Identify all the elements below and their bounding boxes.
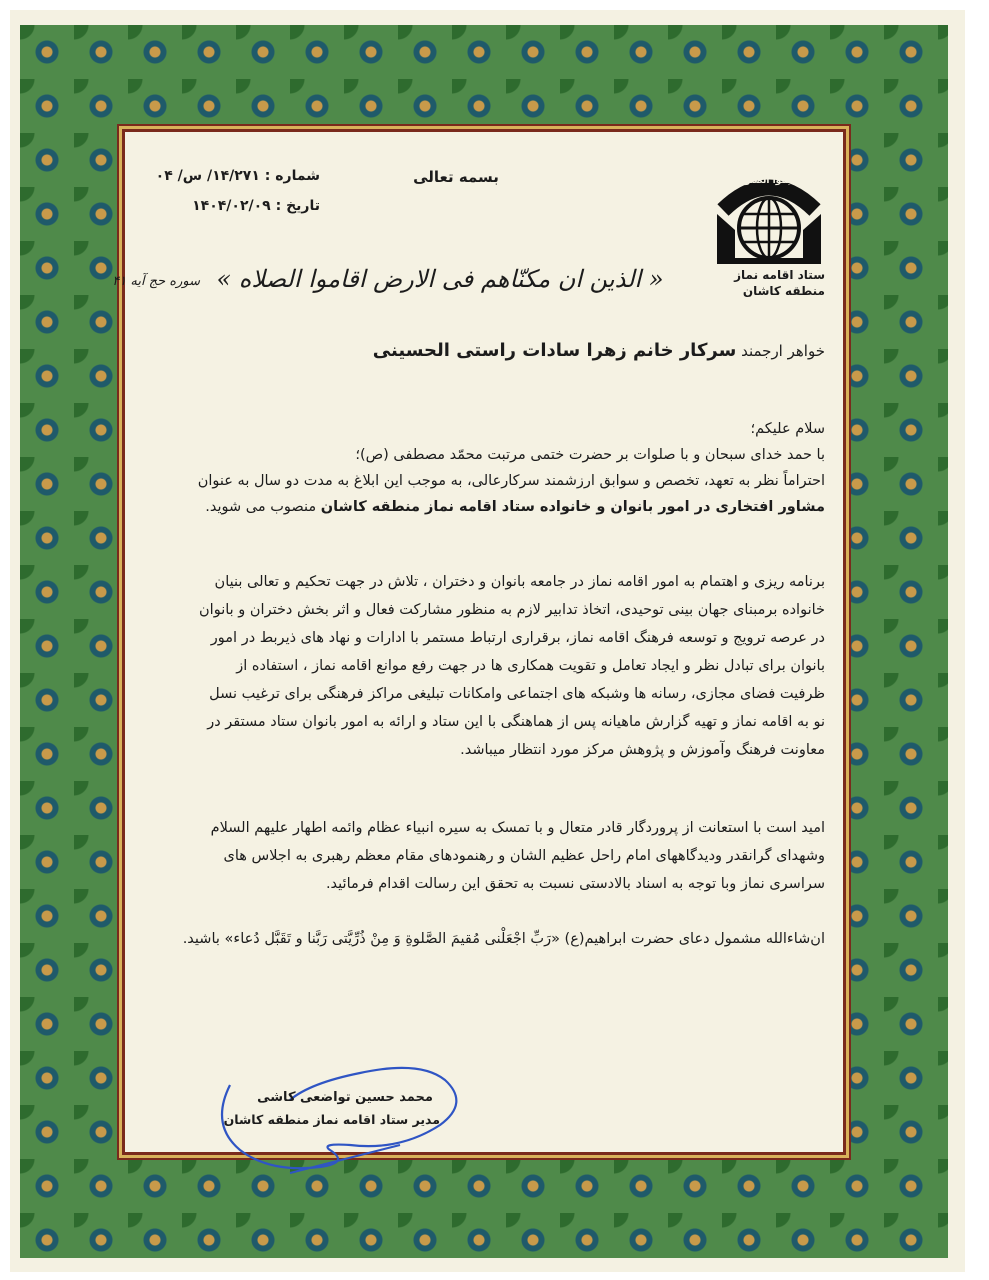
greeting-line: احتراماً نظر به تعهد، تخصص و سوابق ارزشمند سرکارعالی، به موجب این ابلاغ به مدت دو سال به عنوان <box>197 473 825 489</box>
quran-verse: « الذین ان مکنّاهم فی الارض اقاموا الصلاه » <box>216 265 664 293</box>
paragraph-prayer <box>150 925 825 953</box>
bismillah: بسمه تعالی <box>413 168 499 186</box>
logo-line-1: ستاد اقامه نماز <box>734 268 825 282</box>
paragraph-greeting <box>150 415 825 519</box>
hope-line: سراسری نماز وبا توجه به اسناد بالادستی نسبت به تحقق این رسالت اقدام فرمائید. <box>325 876 825 892</box>
appointment-title: مشاور افتخاری در امور بانوان و خانواده ستاد اقامه نماز منطقه کاشان <box>320 499 825 515</box>
paragraph-duties <box>150 568 825 764</box>
duties-line: نو به اقامه نماز و تهیه گزارش ماهیانه پس از هماهنگی با این ستاد و ارائه به امور بانوان ستاد مستقر در <box>207 714 825 730</box>
letter-number: شماره : ۱۴/۲۷۱/ س/ ۰۴ <box>155 168 320 184</box>
hope-line: امید است با استعانت از پروردگار قادر متعال و با تمسک به سیره انبیاء عظام وائمه اطهار علیهم السلام <box>210 820 825 836</box>
duties-line: معاونت فرهنگ وآموزش و پژوهش مرکز مورد انتظار میباشد. <box>460 742 825 758</box>
appointment-line <box>150 493 825 519</box>
signatory-title: مدیر ستاد اقامه نماز منطقه کاشان <box>223 1112 440 1127</box>
paragraph-hope <box>150 814 825 898</box>
letter-date: تاریخ : ۱۴۰۴/۰۲/۰۹ <box>192 198 320 214</box>
addressee <box>160 340 825 361</box>
duties-line: بانوان برای تبادل نظر و ایجاد تعامل و تقویت همکاری ها در جهت رفع موانع اقامه نماز ، استفاده از <box>236 658 825 674</box>
greeting-line: سلام علیکم؛ <box>750 421 825 437</box>
addressee-prefix: خواهر ارجمند <box>741 342 825 360</box>
duties-line: ظرفیت فضای مجازی، رسانه ها وشبکه های اجتماعی وامکانات تبلیغی مراکز فرهنگی برای ترغیب نسل <box>209 686 825 702</box>
greeting-line: با حمد خدای سبحان و با صلوات بر حضرت ختمی مرتبت محمّد مصطفی (ص)؛ <box>355 447 825 463</box>
duties-line: برنامه ریزی و اهتمام به امور اقامه نماز در جامعه بانوان و دختران ، تلاش در جهت تحکیم و تعالی بنیان <box>214 574 825 590</box>
prayer-line: ان‌شاءالله مشمول دعای حضرت ابراهیم(ع) «رَبِّ اجْعَلْنی مُقیمَ الصَّلوةِ وَ مِنْ ذُرِّیَّتی رَبَّنا و تَقَبَّل دُعاء» باشید. <box>182 931 825 947</box>
verse-reference: سوره حج آیه ۴۱ <box>112 274 200 289</box>
logo-arc-text: اقیموا الصلوة <box>739 176 800 186</box>
hope-line: وشهدای گرانقدر ودیدگاههای امام راحل عظیم الشان و رهنمودهای مقام معظم رهبری به اجلاس های <box>223 848 825 864</box>
appointment-tail: منصوب می شوید. <box>205 499 317 515</box>
addressee-name: سرکار خانم زهرا سادات راستی الحسینی <box>372 340 737 361</box>
signatory-name: محمد حسین تواضعی کاشی <box>257 1090 433 1105</box>
duties-line: در عرصه ترویج و توسعه فرهنگ اقامه نماز، برقراری ارتباط مستمر با ادارات و نهاد های ذیربط در امور <box>210 630 825 646</box>
logo-line-2: منطقه کاشان <box>742 284 825 298</box>
duties-line: خانواده برمبنای جهان بینی توحیدی، اتخاذ تدابیر لازم به منظور مشارکت فعال و اثر بخش دختران و بانوان <box>199 602 825 618</box>
